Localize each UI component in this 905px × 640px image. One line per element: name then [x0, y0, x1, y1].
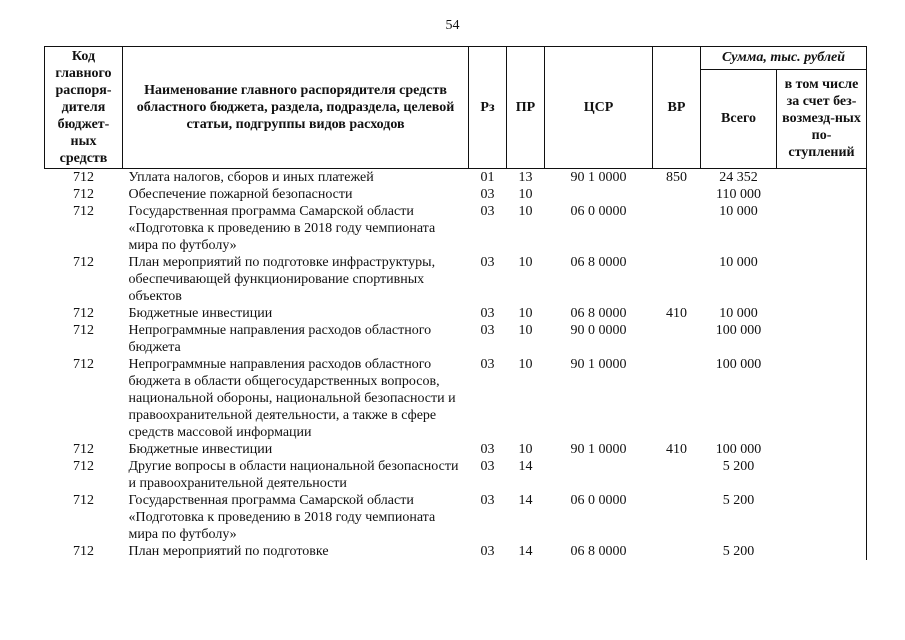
cell-vr [653, 254, 701, 305]
cell-name: Государственная программа Самарской области «Подготовка к проведению в 2018 году чемпионата мира по футболу» [128, 204, 436, 253]
cell-vr: 850 [666, 170, 687, 185]
cell-rz: 03 [480, 323, 495, 338]
cell-pr: 14 [518, 544, 533, 559]
cell-vr [653, 492, 701, 543]
cell-free [777, 492, 867, 543]
cell-code: 712 [73, 170, 94, 185]
cell-rz: 01 [480, 170, 495, 185]
cell-csr: 06 0 0000 [570, 204, 627, 219]
table-row [45, 441, 867, 458]
cell-name: Непрограммные направления расходов областного бюджета [128, 323, 432, 355]
cell-code: 712 [73, 187, 94, 202]
table-row [45, 492, 867, 543]
table-row [45, 356, 867, 441]
cell-total: 100 000 [715, 357, 762, 372]
cell-rz: 03 [480, 255, 495, 270]
cell-csr: 06 8 0000 [570, 544, 627, 559]
cell-free [777, 458, 867, 492]
header-rz: Рз [469, 47, 507, 169]
table-row [45, 203, 867, 254]
cell-code: 712 [73, 204, 94, 219]
cell-pr: 14 [518, 459, 533, 474]
cell-pr: 13 [518, 170, 533, 185]
cell-rz: 03 [480, 306, 495, 321]
cell-free [777, 543, 867, 560]
cell-free [777, 356, 867, 441]
cell-code: 712 [73, 323, 94, 338]
cell-free [777, 186, 867, 203]
cell-csr: 06 0 0000 [570, 493, 627, 508]
table-row [45, 186, 867, 203]
cell-csr: 90 0 0000 [570, 323, 627, 338]
page-number: 54 [445, 18, 460, 33]
table-header [45, 47, 867, 169]
cell-csr: 06 8 0000 [570, 306, 627, 321]
cell-rz: 03 [480, 493, 495, 508]
cell-free [777, 169, 867, 187]
cell-pr: 10 [518, 357, 533, 372]
cell-code: 712 [73, 442, 94, 457]
cell-code: 712 [73, 255, 94, 270]
cell-vr [653, 356, 701, 441]
cell-rz: 03 [480, 204, 495, 219]
cell-total: 110 000 [716, 187, 761, 202]
header-total: Всего [701, 69, 777, 168]
cell-pr: 10 [518, 306, 533, 321]
header-sum: Сумма, тыс. рублей [701, 47, 867, 70]
cell-total: 10 000 [719, 306, 758, 321]
cell-name: Непрограммные направления расходов областного бюджета в области общегосударственных вопросов, национальной обороны, национальной безопасности и правоохранительной деятельности, а также в сфере средств массовой информации [128, 357, 456, 440]
cell-free [777, 254, 867, 305]
cell-pr: 10 [518, 323, 533, 338]
cell-vr: 410 [666, 306, 687, 321]
header-name: Наименование главного распорядителя средств областного бюджета, раздела, подраздела, целевой статьи, подгруппы видов расходов [123, 47, 469, 169]
cell-rz: 03 [480, 459, 495, 474]
cell-code: 712 [73, 357, 94, 372]
header-csr: ЦСР [545, 47, 653, 169]
cell-vr [653, 203, 701, 254]
cell-code: 712 [73, 544, 94, 559]
cell-free [777, 441, 867, 458]
cell-total: 5 200 [722, 544, 755, 559]
cell-rz: 03 [480, 357, 495, 372]
cell-code: 712 [73, 306, 94, 321]
cell-total: 5 200 [722, 459, 755, 474]
cell-csr: 90 1 0000 [570, 357, 627, 372]
cell-total: 10 000 [719, 204, 758, 219]
cell-pr: 14 [518, 493, 533, 508]
cell-csr: 90 1 0000 [570, 170, 627, 185]
cell-name: Обеспечение пожарной безопасности [128, 187, 353, 202]
cell-name: Бюджетные инвестиции [128, 306, 273, 321]
cell-total: 24 352 [719, 170, 758, 185]
cell-pr: 10 [518, 255, 533, 270]
cell-name: План мероприятий по подготовке инфраструктуры, обеспечивающей функционирование спортивных объектов [128, 255, 436, 304]
cell-name: Бюджетные инвестиции [128, 442, 273, 457]
cell-free [777, 203, 867, 254]
table-row [45, 458, 867, 492]
cell-vr [653, 458, 701, 492]
cell-rz: 03 [480, 442, 495, 457]
cell-rz: 03 [480, 187, 495, 202]
cell-total: 10 000 [719, 255, 758, 270]
cell-pr: 10 [518, 204, 533, 219]
cell-pr: 10 [518, 187, 533, 202]
header-pr: ПР [507, 47, 545, 169]
cell-csr: 90 1 0000 [570, 442, 627, 457]
cell-total: 100 000 [715, 323, 762, 338]
header-vr: ВР [653, 47, 701, 169]
cell-vr [653, 186, 701, 203]
cell-free [777, 322, 867, 356]
table-body [45, 169, 867, 561]
cell-code: 712 [73, 459, 94, 474]
cell-free [777, 305, 867, 322]
cell-vr: 410 [666, 442, 687, 457]
cell-csr [545, 458, 653, 492]
cell-name: Другие вопросы в области национальной безопасности и правоохранительной деятельности [128, 459, 459, 491]
table-row [45, 322, 867, 356]
header-code: Код главного распоря-дителя бюджет-ных средств [45, 47, 123, 169]
cell-name: Государственная программа Самарской области «Подготовка к проведению в 2018 году чемпионата мира по футболу» [128, 493, 436, 542]
cell-vr [653, 543, 701, 560]
table-row [45, 543, 867, 560]
cell-vr [653, 322, 701, 356]
table-row [45, 254, 867, 305]
cell-total: 100 000 [715, 442, 762, 457]
cell-csr: 06 8 0000 [570, 255, 627, 270]
header-free: в том числе за счет без-возмезд-ных по-ступлений [777, 69, 867, 168]
cell-name: План мероприятий по подготовке [128, 544, 329, 559]
cell-pr: 10 [518, 442, 533, 457]
cell-code: 712 [73, 493, 94, 508]
table-row [45, 169, 867, 187]
table-row [45, 305, 867, 322]
cell-total: 5 200 [722, 493, 755, 508]
cell-rz: 03 [480, 544, 495, 559]
budget-table [44, 46, 867, 560]
cell-csr [545, 186, 653, 203]
cell-name: Уплата налогов, сборов и иных платежей [128, 170, 374, 185]
